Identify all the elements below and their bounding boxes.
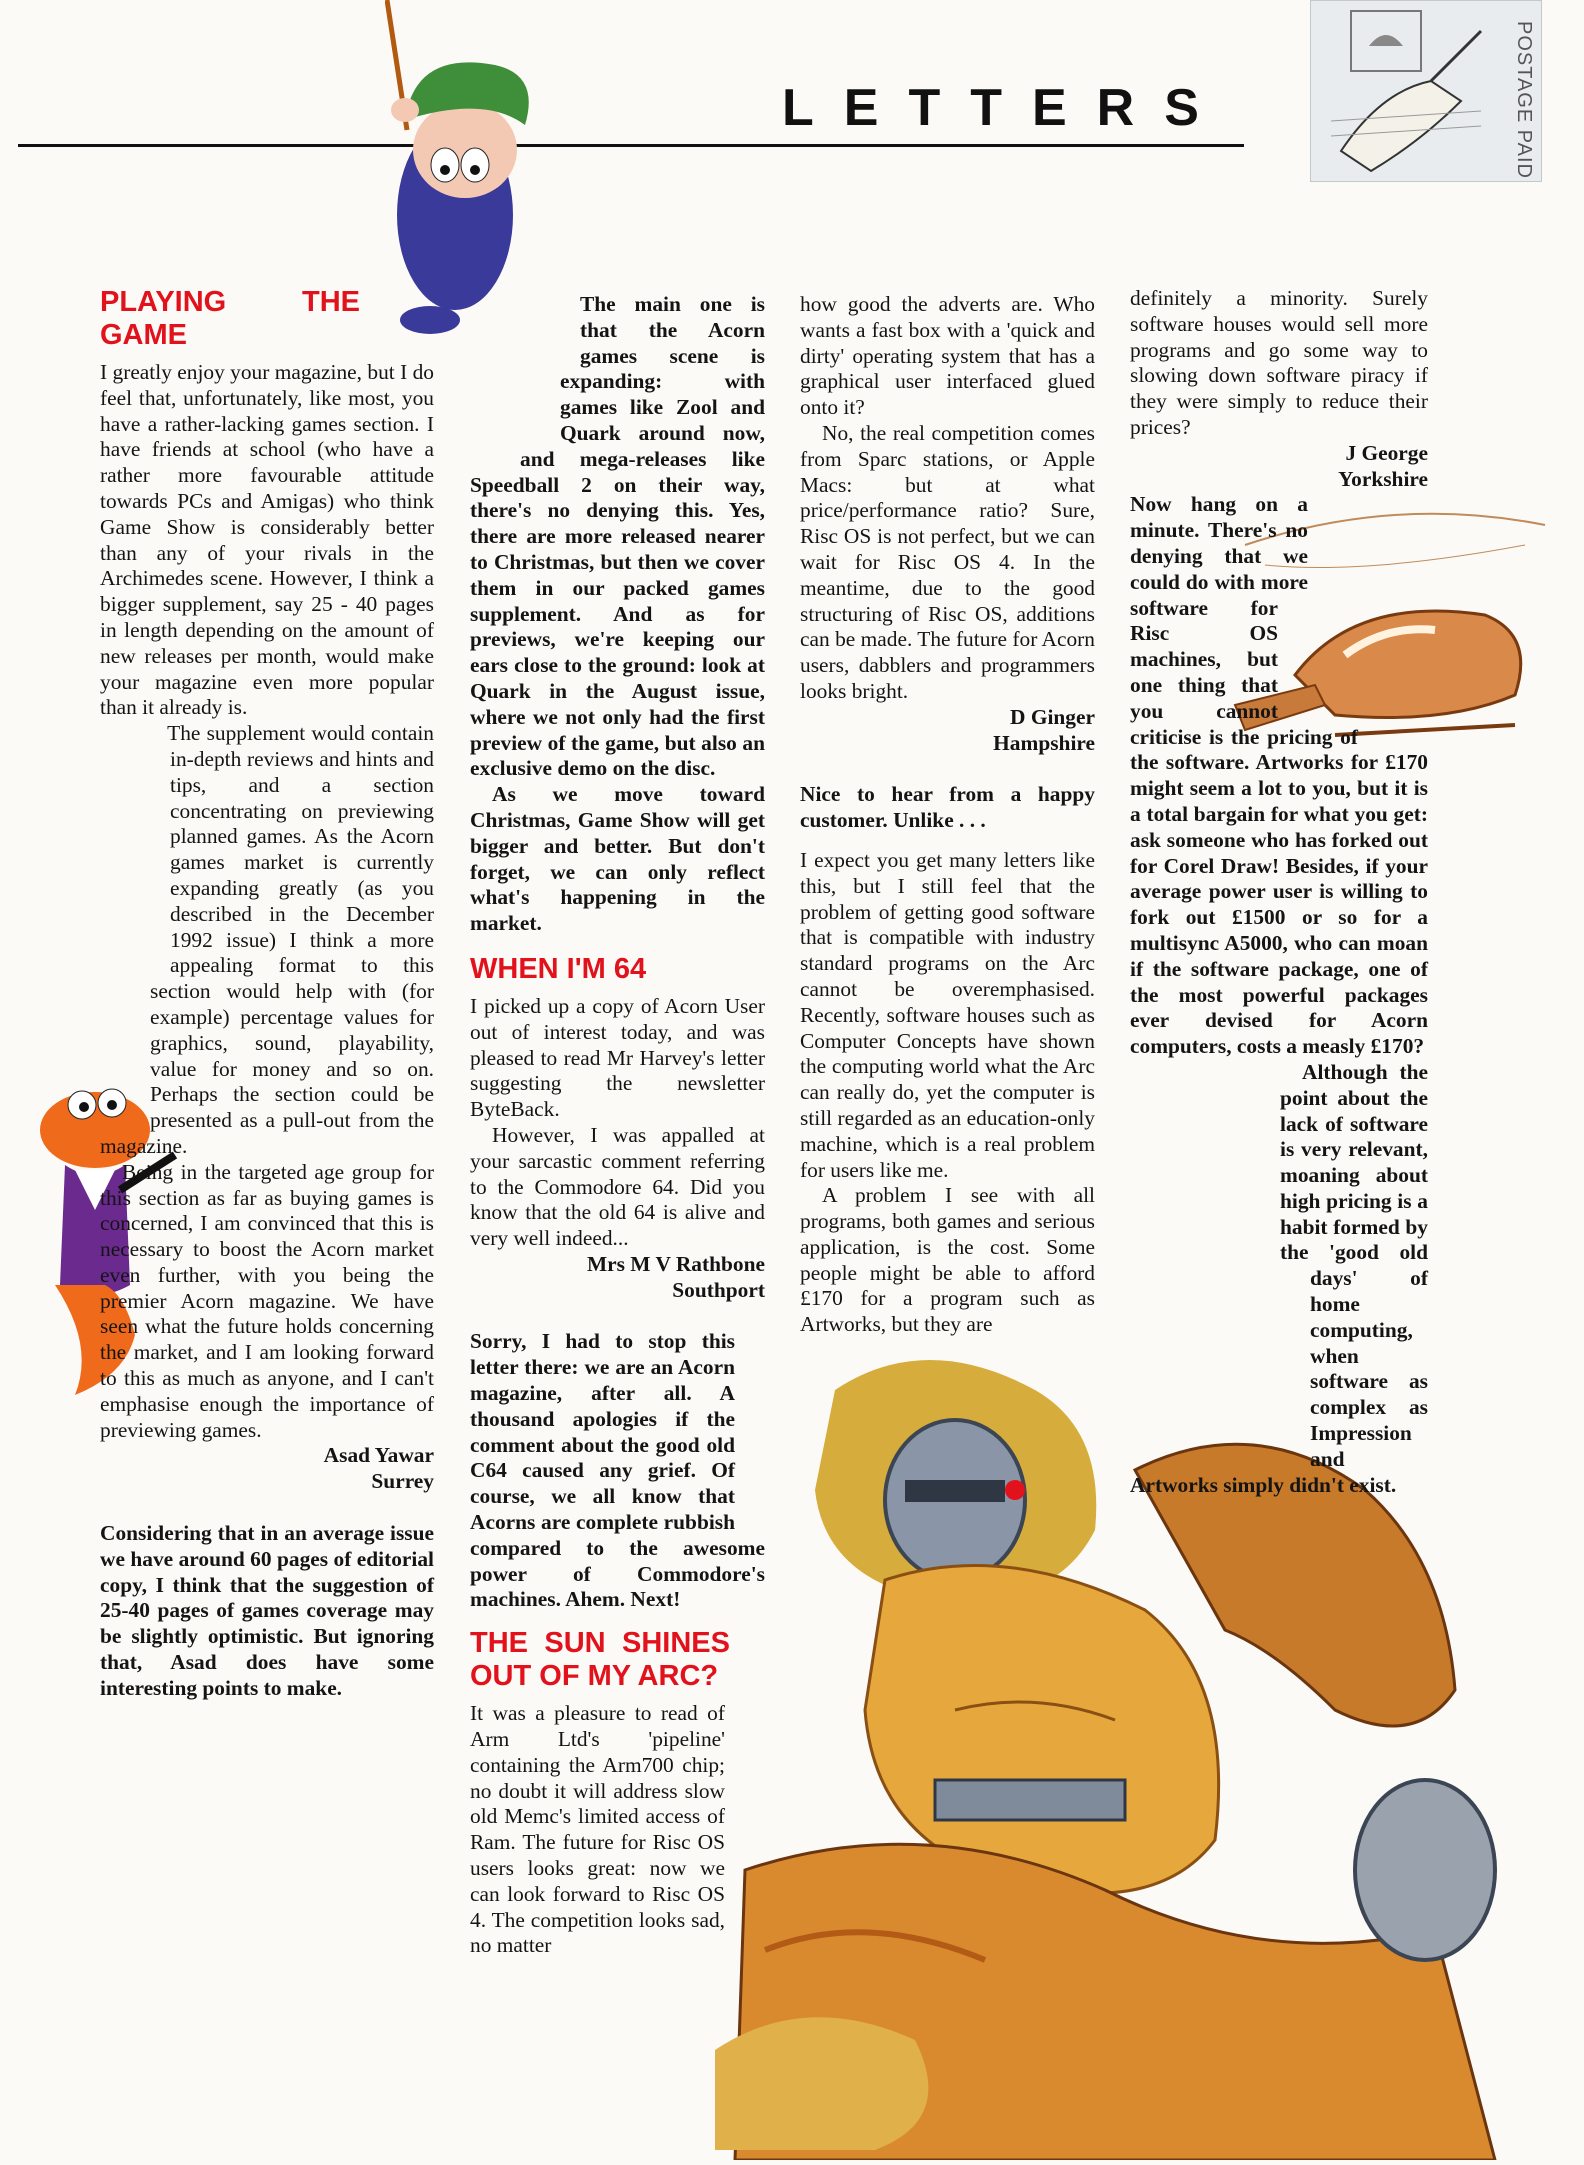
letter-paragraph: It was a pleasure to read of Arm Ltd's 'pipeline' containing the Arm700 chip; no doubt it will address slow old Memc's limited access of Ram. The future for Risc OS users looks great: now we can look forward to Risc OS 4. The competition looks sad, no matter bbox=[470, 1701, 725, 1958]
editor-reply: As we move toward Christmas, Game Show will get bigger and better. But don't forget, we can only reflect what's happening in the market. bbox=[470, 782, 765, 936]
editor-reply: Considering that in an average issue we have around 60 pages of editorial copy, I think that the suggestion of 25-40 pages of games coverage may be slightly optimistic. But ignoring that, Asad does have some interesting points to make. bbox=[100, 1521, 434, 1700]
signature-place: Southport bbox=[672, 1277, 765, 1302]
editor-reply: Sorry, I had to stop this letter there: we are an Acorn magazine, after all. A thousand apologies if the comment about the good old C64 caused any grief. Of course, we all know that Acorns are complete rubbish compared to the awesome power of Commodore's machines. Ahem. Next! bbox=[470, 1329, 765, 1612]
hand-writing-icon bbox=[1311, 1, 1541, 181]
letter-paragraph: No, the real competition comes from Sparc stations, or Apple Macs: but at what price/performance ratio? Sure, Risc OS is not perfect, but we can wait for Risc OS 4. In the meantime, due to the good structuring of Risc OS, additions can be made. The future for Acorn users, dabblers and programmers looks bright. bbox=[800, 420, 1095, 703]
letter-paragraph: The supplement would contain in-depth reviews and hints and tips, and a section concentrating on previewing planned games. As the Acorn games market is currently expanding greatly (as you described in the December 1992 issue) I think a more appealing format to this section would help with (for example) percentage values for graphics, sound, playability, value for money and so on. Perhaps the section could be presented as a pull-out from the magazine. bbox=[100, 721, 434, 1158]
signature-place: Yorkshire bbox=[1338, 466, 1428, 491]
editor-reply: Nice to hear from a happy customer. Unlike . . . bbox=[800, 782, 1095, 833]
letter-paragraph: I picked up a copy of Acorn User out of interest today, and was pleased to read Mr Harvey's letter suggesting the newsletter ByteBack. bbox=[470, 993, 765, 1122]
stamp-text: POSTAGE PAID bbox=[1513, 21, 1535, 179]
signature-place: Surrey bbox=[371, 1469, 434, 1494]
letter-paragraph: A problem I see with all programs, both games and serious application, is the cost. Some people might be able to afford £170 for a program such as Artworks, but they are bbox=[800, 1183, 1095, 1337]
signature-name: J George bbox=[1345, 440, 1428, 465]
letter-paragraph: I expect you get many letters like this, but I still feel that the problem of getting good software that is compatible with industry standard programs on the Arc cannot be overemphasised. Recently, software houses such as Computer Concepts have shown the computing world what the Arc can really do, yet the computer is still regarded as an education-only machine, which is a real problem for users like me. bbox=[800, 847, 1095, 1182]
page-title: LETTERS bbox=[782, 79, 1229, 137]
letter-paragraph: However, I was appalled at your sarcastic comment referring to the Commodore 64. Did you know that the old 64 is alive and very well indeed... bbox=[470, 1122, 765, 1251]
letter-paragraph: Being in the targeted age group for this section as far as buying games is concerned, I am convinced that this is necessary to boost the Acorn market even further, with you being the premier Acorn magazine. We have seen what the future holds concerning the market, and I am looking forward to this as much as anyone, and I can't emphasise enough the importance of previewing games. bbox=[100, 1159, 434, 1442]
signature-name: Asad Yawar bbox=[323, 1443, 434, 1468]
column-2 bbox=[470, 292, 765, 1981]
editor-reply: The main one is that the Acorn games scene is expanding: with games like Zool and Quark around now, and mega-releases like Speedball 2 on their way, there's no denying this. Yes, there are more released nearer to Christmas, but then we cover them in our packed games supplement. And as for previews, we're keeping our ears close to the ground: look at Quark in the August issue, where we not only had the first preview of the game, but also an exclusive demo on the disc. bbox=[470, 292, 765, 781]
heading-playing-the-game: PLAYING THE GAME bbox=[100, 286, 360, 351]
postage-stamp-illustration bbox=[1310, 0, 1542, 182]
heading-the-sun-shines: THE SUN SHINES OUT OF MY ARC? bbox=[470, 1627, 730, 1693]
signature-place: Hampshire bbox=[993, 730, 1095, 755]
letter-paragraph: I greatly enjoy your magazine, but I do feel that, unfortunately, like most, you have a rather-lacking games section. I have friends at school (who have a rather more favourable attitude towards PCs and Amigas) who think Game Show is considerably better than any of your rivals in the Archimedes scene. However, I think a bigger supplement, say 25 - 40 pages in length depending on the amount of new releases per month, would make your magazine even more popular than it already is. bbox=[100, 360, 434, 720]
header-rule bbox=[18, 144, 1244, 147]
column-1 bbox=[100, 286, 434, 1702]
heading-when-im-64: WHEN I'M 64 bbox=[470, 952, 647, 985]
column-4 bbox=[1130, 286, 1428, 1498]
letter-paragraph: how good the adverts are. Who wants a fast box with a 'quick and dirty' operating system that has a graphical user interfaced glued onto it? bbox=[800, 292, 1095, 420]
signature-name: D Ginger bbox=[1010, 704, 1095, 729]
letter-body-with-wrap bbox=[100, 721, 434, 1443]
column-3 bbox=[800, 292, 1095, 1338]
editor-reply: Now hang on a minute. There's no denying that we could do with more software for Risc OS machines, but one thing that you cannot criticise is the pricing of the software. Artworks for £170 might seem a lot to you, but it is a total bargain for what you get: ask someone who has forked out for Corel Draw! Besides, if your average power user is willing to fork out £1500 or so for a multisync A5000, who can moan if the software package, one of the most powerful packages ever devised for Acorn computers, costs a measly £170? bbox=[1130, 492, 1428, 1059]
editor-reply: Although the point about the lack of software is very relevant, moaning about high pricing is a habit formed by the 'good old days' of home computing, when software as complex as Impression and Artworks simply didn't exist. bbox=[1130, 1059, 1428, 1497]
signature-name: Mrs M V Rathbone bbox=[586, 1251, 765, 1276]
letter-paragraph: definitely a minority. Surely software houses would sell more programs and go some way to slowing down software piracy if they were simply to reduce their prices? bbox=[1130, 286, 1428, 439]
